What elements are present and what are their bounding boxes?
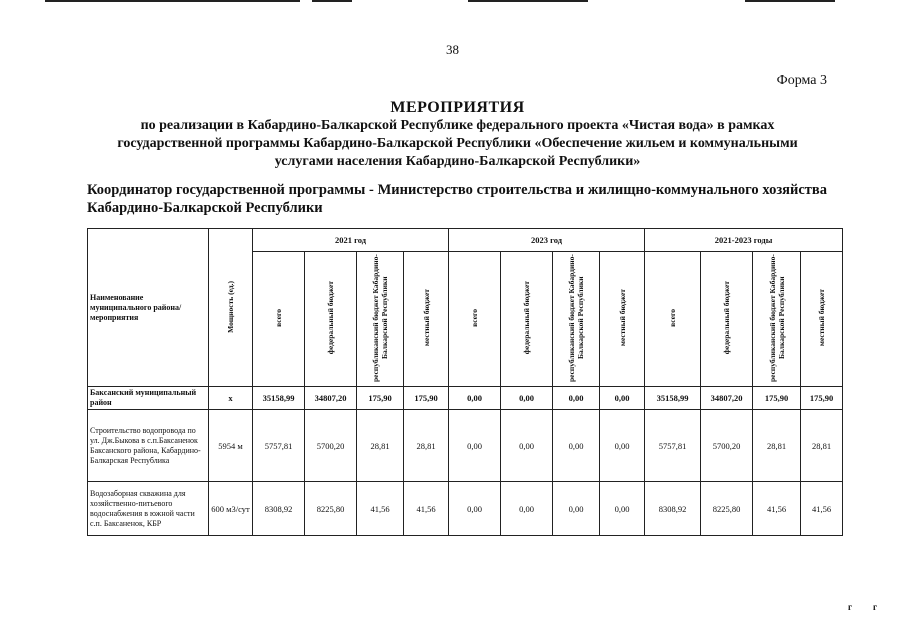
cell-2023-total: 0,00 <box>449 410 501 482</box>
cell-2021-2023-local: 175,90 <box>801 387 843 410</box>
cell-2023-total: 0,00 <box>449 387 501 410</box>
cell-2021-total: 8308,92 <box>253 482 305 536</box>
cell-2021-republic: 28,81 <box>357 410 404 482</box>
header-total: всего <box>449 252 501 387</box>
cell-2023-federal: 0,00 <box>501 387 553 410</box>
header-group-2023: 2023 год <box>449 229 645 252</box>
title-line-1: по реализации в Кабардино-Балкарской Республике федерального проекта «Чистая вода» в рамках <box>140 118 775 133</box>
header-group-2021: 2021 год <box>253 229 449 252</box>
cell-2021-2023-local: 41,56 <box>801 482 843 536</box>
cell-2021-2023-local: 28,81 <box>801 410 843 482</box>
cell-2021-2023-republic: 41,56 <box>753 482 801 536</box>
cell-2021-2023-federal: 8225,80 <box>701 482 753 536</box>
form-label: Форма 3 <box>776 73 827 88</box>
cell-2021-2023-total: 5757,81 <box>645 410 701 482</box>
header-federal: федеральный бюджет <box>701 252 753 387</box>
header-total: всего <box>645 252 701 387</box>
cell-2023-local: 0,00 <box>600 482 645 536</box>
table-row <box>88 410 843 482</box>
cell-2023-federal: 0,00 <box>501 410 553 482</box>
cell-2023-local: 0,00 <box>600 410 645 482</box>
page-number: 38 <box>446 42 459 57</box>
title-line-2: государственной программы Кабардино-Балкарской Республики «Обеспечение жильем и коммунальными <box>117 136 798 151</box>
cell-2021-2023-republic: 28,81 <box>753 410 801 482</box>
cell-2021-local: 28,81 <box>404 410 449 482</box>
row-name: Строительство водопровода по ул. Дж.Быкова в с.п.Баксаненок Баксанского района, Кабардино-Балкарская Республика <box>88 410 209 482</box>
measures-table <box>87 228 843 536</box>
scan-top-line <box>45 0 300 2</box>
header-republic: республиканский бюджет Кабардино-Балкарской Республики <box>753 252 801 387</box>
scan-top-line <box>745 0 835 2</box>
header-federal: федеральный бюджет <box>305 252 357 387</box>
row-name: Водозаборная скважина для хозяйственно-питьевого водоснабжения в южной части с.п. Баксаненок, КБР <box>88 482 209 536</box>
header-local: местный бюджет <box>404 252 449 387</box>
cell-2021-local: 175,90 <box>404 387 449 410</box>
header-capacity: Мощность (ед.) <box>209 229 253 387</box>
cell-2023-republic: 0,00 <box>553 410 600 482</box>
header-republic: республиканский бюджет Кабардино-Балкарской Республики <box>357 252 404 387</box>
row-capacity: 5954 м <box>209 410 253 482</box>
cell-2023-republic: 0,00 <box>553 482 600 536</box>
title-main: МЕРОПРИЯТИЯ <box>390 99 525 116</box>
scan-mark: г <box>873 602 878 612</box>
cell-2023-federal: 0,00 <box>501 482 553 536</box>
header-republic: республиканский бюджет Кабардино-Балкарской Республики <box>553 252 600 387</box>
table-row-district-total <box>88 387 843 410</box>
title-line-3: услугами населения Кабардино-Балкарской Республики» <box>274 154 641 169</box>
scan-top-line <box>468 0 588 2</box>
table-row <box>88 482 843 536</box>
document-title <box>70 99 845 171</box>
header-local: местный бюджет <box>600 252 645 387</box>
cell-2021-republic: 175,90 <box>357 387 404 410</box>
cell-2021-federal: 8225,80 <box>305 482 357 536</box>
row-capacity: x <box>209 387 253 410</box>
cell-2021-federal: 5700,20 <box>305 410 357 482</box>
row-capacity: 600 м3/сут <box>209 482 253 536</box>
cell-2021-total: 5757,81 <box>253 410 305 482</box>
header-federal: федеральный бюджет <box>501 252 553 387</box>
cell-2021-2023-federal: 34807,20 <box>701 387 753 410</box>
scan-mark: г <box>848 602 853 612</box>
header-group-2021-2023: 2021-2023 годы <box>645 229 843 252</box>
cell-2021-2023-total: 8308,92 <box>645 482 701 536</box>
cell-2021-total: 35158,99 <box>253 387 305 410</box>
cell-2021-republic: 41,56 <box>357 482 404 536</box>
cell-2021-2023-total: 35158,99 <box>645 387 701 410</box>
scan-top-line <box>312 0 352 2</box>
cell-2023-total: 0,00 <box>449 482 501 536</box>
header-local: местный бюджет <box>801 252 843 387</box>
cell-2021-local: 41,56 <box>404 482 449 536</box>
row-name: Баксанский муниципальный район <box>88 387 209 410</box>
cell-2023-local: 0,00 <box>600 387 645 410</box>
coordinator-text: Координатор государственной программы - Министерство строительства и жилищно-коммунального хозяйства Кабардино-Балкарской Республики <box>87 182 827 216</box>
cell-2023-republic: 0,00 <box>553 387 600 410</box>
cell-2021-2023-federal: 5700,20 <box>701 410 753 482</box>
cell-2021-2023-republic: 175,90 <box>753 387 801 410</box>
header-total: всего <box>253 252 305 387</box>
cell-2021-federal: 34807,20 <box>305 387 357 410</box>
header-name: Наименование муниципального района/мероприятия <box>88 229 209 387</box>
